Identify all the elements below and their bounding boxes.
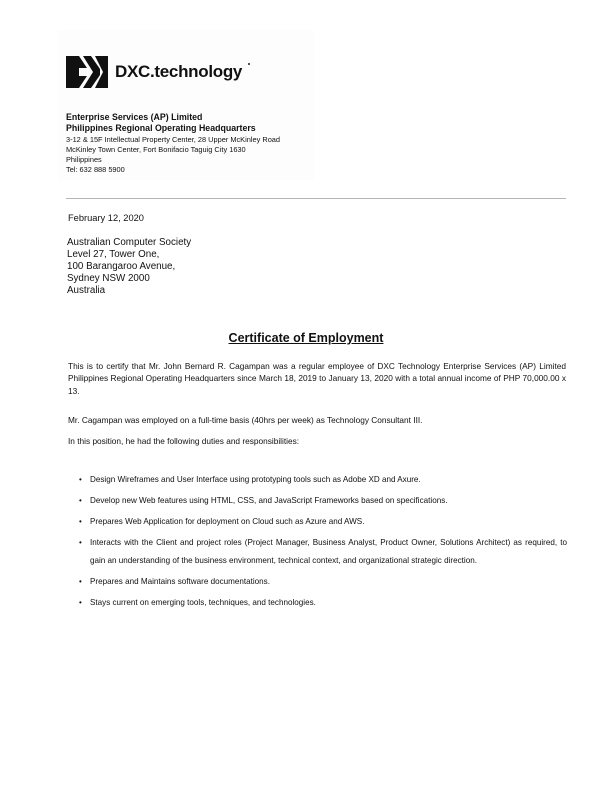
duties-list	[79, 471, 567, 615]
company-logo	[66, 56, 242, 88]
list-item	[79, 471, 567, 489]
company-subtitle: Philippines Regional Operating Headquarters	[66, 123, 256, 134]
certificate-title: Certificate of Employment	[228, 331, 384, 345]
duty-text: Design Wireframes and User Interface using prototyping tools such as Adobe XD and Axure.	[90, 475, 421, 484]
recipient-line-2: Level 27, Tower One,	[67, 249, 160, 260]
company-name: Enterprise Services (AP) Limited	[66, 112, 203, 122]
letter-date: February 12, 2020	[68, 213, 144, 223]
bullet-icon: •	[79, 495, 82, 505]
logo-wordmark: DXC.technology	[115, 62, 243, 81]
company-address-line-2: McKinley Town Center, Fort Bonifacio Taguig City 1630	[66, 145, 246, 155]
bullet-icon: •	[79, 516, 82, 526]
list-item	[79, 534, 567, 570]
bullet-icon: •	[79, 475, 82, 484]
list-item	[79, 573, 567, 591]
bullet-icon: •	[79, 597, 82, 607]
company-address-line-1: 3-12 & 15F Intellectual Property Center, 28 Upper McKinley Road	[66, 134, 281, 144]
duty-text: Stays current on emerging tools, techniques, and technologies.	[90, 597, 316, 607]
recipient-address	[67, 237, 191, 297]
company-info	[66, 112, 280, 176]
recipient-line-4: Sydney NSW 2000	[67, 273, 150, 284]
certificate-title-wrap	[0, 329, 612, 347]
duties-intro-paragraph: In this position, he had the following duties and responsibilities:	[68, 436, 300, 446]
bullet-icon: •	[79, 576, 82, 586]
duty-text: Interacts with the Client and project roles (Project Manager, Business Analyst, Product Owner, Solutions Architect) as required, to gain an understanding of the business environment, technical context, and organizational strategic direction.	[90, 537, 567, 565]
company-address-line-3: Philippines	[66, 155, 102, 165]
recipient-line-5: Australia	[67, 285, 106, 296]
employment-basis-paragraph: Mr. Cagampan was employed on a full-time basis (40hrs per week) as Technology Consultant III.	[68, 415, 423, 425]
header-divider	[66, 198, 566, 199]
recipient-line-1: Australian Computer Society	[67, 237, 192, 248]
recipient-line-3: 100 Barangaroo Avenue,	[67, 261, 176, 272]
duty-text: Develop new Web features using HTML, CSS, and JavaScript Frameworks based on specifications.	[90, 495, 448, 505]
list-item	[79, 594, 567, 612]
company-phone: Tel: 632 888 5900	[66, 165, 125, 175]
bullet-icon: •	[79, 537, 82, 547]
list-item	[79, 492, 567, 510]
dxc-logo-icon	[66, 56, 108, 88]
list-item	[79, 513, 567, 531]
duty-text: Prepares and Maintains software documentations.	[90, 576, 270, 586]
duty-text: Prepares Web Application for deployment on Cloud such as Azure and AWS.	[90, 516, 365, 526]
decorative-dot	[248, 63, 250, 65]
certification-paragraph: This is to certify that Mr. John Bernard R. Cagampan was a regular employee of DXC Technology Enterprise Services (AP) Limited Philippines Regional Operating Headquarters since March 18, 2019 to January 13, 2020 with a total annual income of PHP 70,000.00 x 13.	[68, 361, 566, 396]
